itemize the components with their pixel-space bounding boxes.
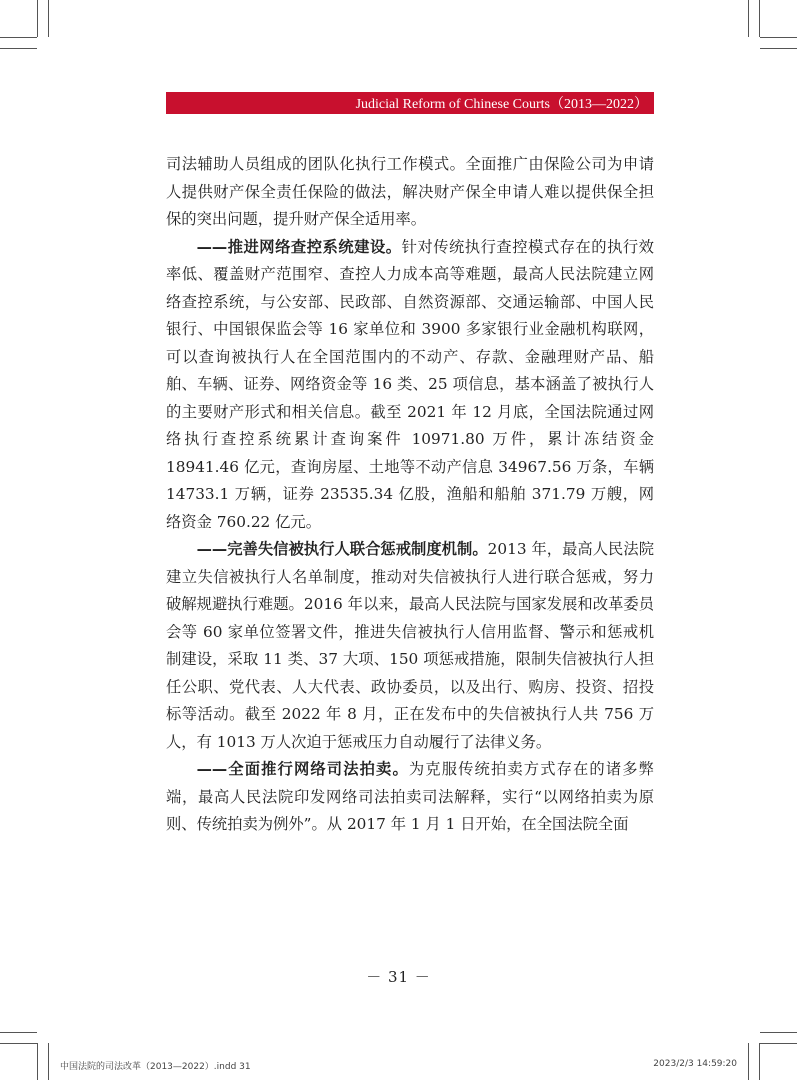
crop-mark xyxy=(760,1032,797,1033)
crop-mark xyxy=(48,1043,49,1080)
body-text xyxy=(166,151,654,839)
paragraph xyxy=(166,756,654,839)
crop-mark xyxy=(37,0,38,37)
crop-mark xyxy=(760,48,797,49)
paragraph: 司法辅助人员组成的团队化执行工作模式。全面推广由保险公司为申请人提供财产保全责任保险的做法，解决财产保全申请人难以提供保全担保的突出问题，提升财产保全适用率。 xyxy=(166,155,654,228)
crop-mark xyxy=(48,0,49,37)
crop-mark xyxy=(0,1032,37,1033)
paragraph xyxy=(166,536,654,756)
paragraph-text: 为克服传统拍卖方式存在的诸多弊端，最高人民法院印发网络司法拍卖司法解释，实行“以网络拍卖为原则、传统拍卖为例外”。从 2017 年 1 月 1 日开始，在全国法院全面 xyxy=(166,760,654,833)
crop-mark xyxy=(760,37,797,38)
crop-mark xyxy=(0,37,37,38)
crop-mark xyxy=(0,48,37,49)
crop-mark xyxy=(760,1043,797,1044)
paragraph-heading: ——完善失信被执行人联合惩戒制度机制。 xyxy=(196,540,488,558)
crop-mark xyxy=(37,1043,38,1080)
paragraph xyxy=(166,234,654,537)
crop-mark xyxy=(0,1043,37,1044)
crop-mark xyxy=(748,1043,749,1080)
crop-mark xyxy=(759,0,760,37)
footer-timestamp: 2023/2/3 14:59:20 xyxy=(653,1059,737,1069)
footer-file: 中国法院的司法改革（2013—2022）.indd 31 xyxy=(60,1062,251,1072)
running-header xyxy=(166,92,654,114)
crop-mark xyxy=(748,0,749,37)
crop-mark xyxy=(759,1043,760,1080)
paragraph-text: 2013 年，最高人民法院建立失信被执行人名单制度，推动对失信被执行人进行联合惩戒，努力破解规避执行难题。2016 年以来，最高人民法院与国家发展和改革委员会等 60 家单位签署文件，推进失信被执行人信用监督、警示和惩戒机制建设，采取 11 类、37 大项、150 项惩戒措施，限制失信被执行人担任公职、党代表、人大代表、政协委员，以及出行、购房、投资、招投标等活动。截至 2022 年 8 月，正在发布中的失信被执行人共 756 万人，有 1013 万人次迫于惩戒压力自动履行了法律义务。 xyxy=(166,540,654,751)
paragraph-heading: ——全面推行网络司法拍卖。 xyxy=(196,760,409,778)
paragraph-heading: ——推进网络查控系统建设。 xyxy=(196,237,402,256)
paragraph-text: 针对传统执行查控模式存在的执行效率低、覆盖财产范围窄、查控人力成本高等难题，最高人民法院建立网络查控系统，与公安部、民政部、自然资源部、交通运输部、中国人民银行、中国银保监会等 16 家单位和 3900 多家银行业金融机构联网，可以查询被执行人在全国范围内的不动产、存款、金融理财产品、船舶、车辆、证券、网络资金等 16 类、25 项信息，基本涵盖了被执行人的主要财产形式和相关信息。截至 2021 年 12 月底，全国法院通过网络执行查控系统累计查询案件 10971.80 万件，累计冻结资金 18941.46 亿元，查询房屋、土地等不动产信息 34967.56 万条，车辆 14733.1 万辆，证券 23535.34 亿股，渔船和船舶 371.79 万艘，网络资金 760.22 亿元。 xyxy=(166,237,654,531)
running-header-title: Judicial Reform of Chinese Courts（2013—2022） xyxy=(355,97,648,112)
page-number: － 31 － xyxy=(366,968,431,986)
